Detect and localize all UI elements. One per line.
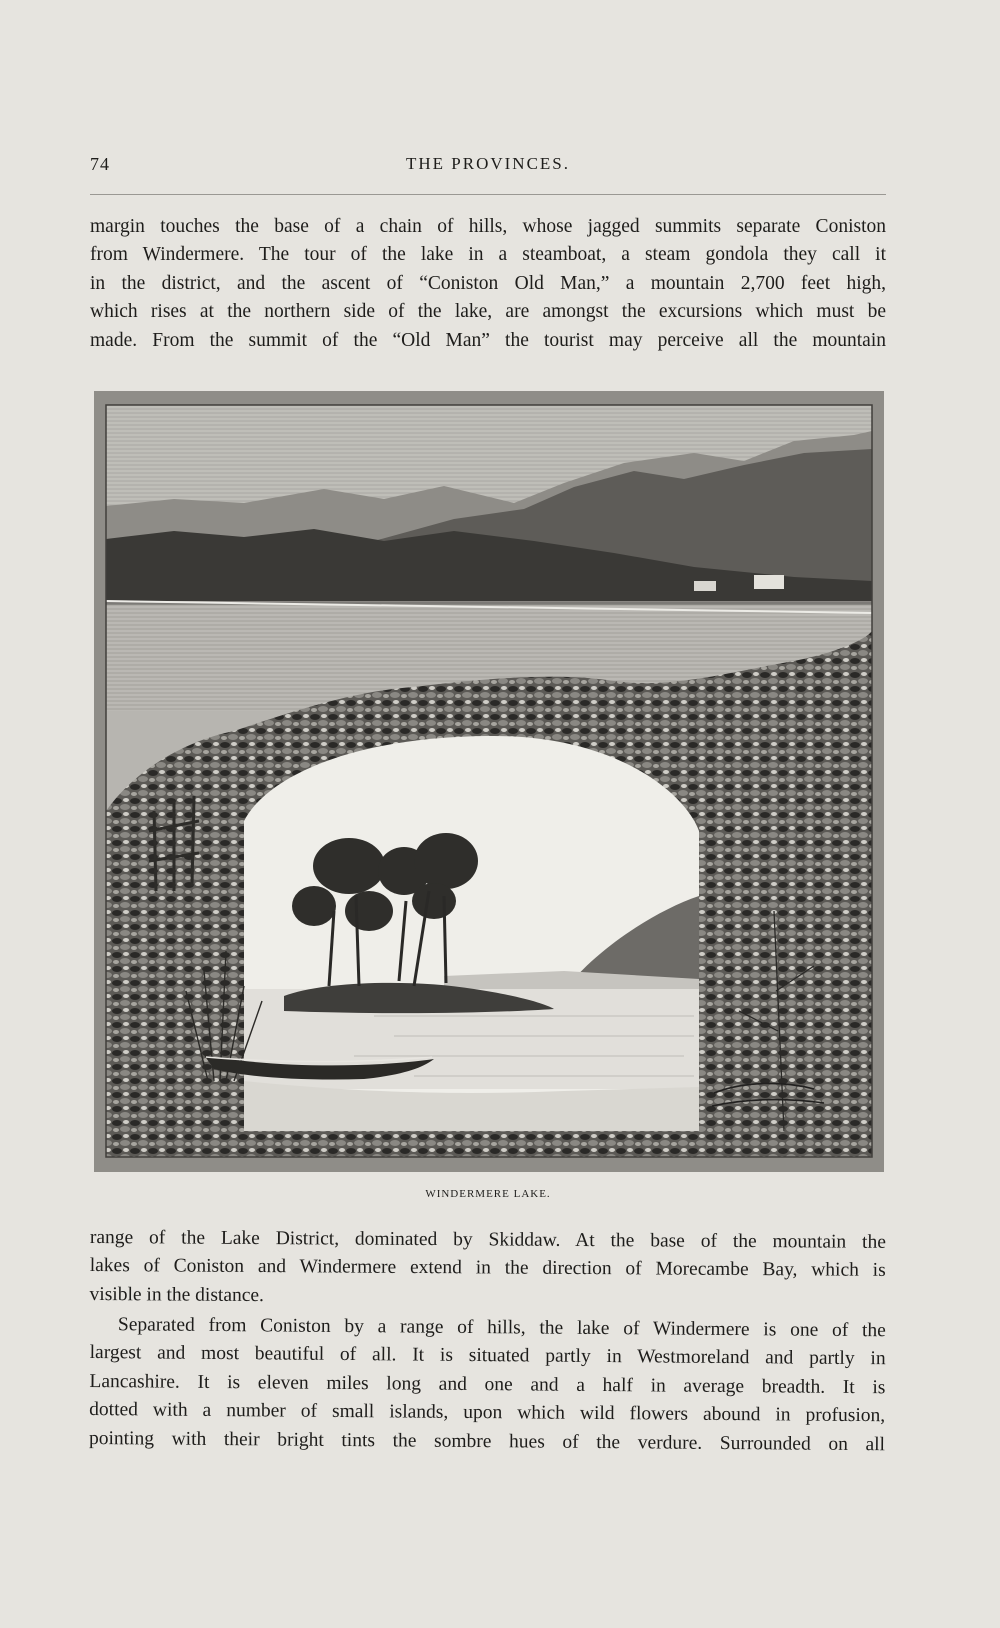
page-number: 74 [90,154,110,174]
text-line: range of the Lake District, dominated by Skiddaw. At the base of the mountain the [89,1227,886,1253]
text-line: pointing with their bright tints the sombre hues of the verdure. Surrounded on all [88,1427,886,1455]
text-line: Lancashire. It is eleven miles long and one and a half in average breadth. It is [89,1370,886,1399]
header-rule [90,194,886,195]
text-line: dotted with a number of small islands, upon which wild flowers abound in profusion, [89,1399,886,1427]
engraving-illustration [94,391,884,1172]
text-line: visible in the distance. [89,1283,265,1306]
text-line: which rises at the northern side of the lake, are amongst the excursions which must be [90,301,886,323]
text-line: made. From the summit of the “Old Man” the tourist may perceive all the mountain [90,329,886,351]
figure-caption: WINDERMERE LAKE. [425,1188,551,1200]
paragraph-1 [90,213,886,355]
paragraph-2 [89,1224,886,1314]
engraving-windermere-lake [94,391,884,1172]
running-head: THE PROVINCES. [405,154,570,173]
text-line: from Windermere. The tour of the lake in a steamboat, a steam gondola they call it [90,244,886,266]
text-line: in the district, and the ascent of “Coniston Old Man,” a mountain 2,700 feet high, [90,272,886,294]
text-line: largest and most beautiful of all. It is situated partly in Westmoreland and partly in [89,1342,886,1370]
text-line: lakes of Coniston and Windermere extend in the direction of Morecambe Bay, which is [89,1255,886,1282]
text-line: margin touches the base of a chain of hills, whose jagged summits separate Coniston [90,216,886,237]
text-line: Separated from Coniston by a range of hills, the lake of Windermere is one of the [117,1314,886,1342]
paragraph-3 [89,1311,886,1459]
page-header [90,152,886,182]
